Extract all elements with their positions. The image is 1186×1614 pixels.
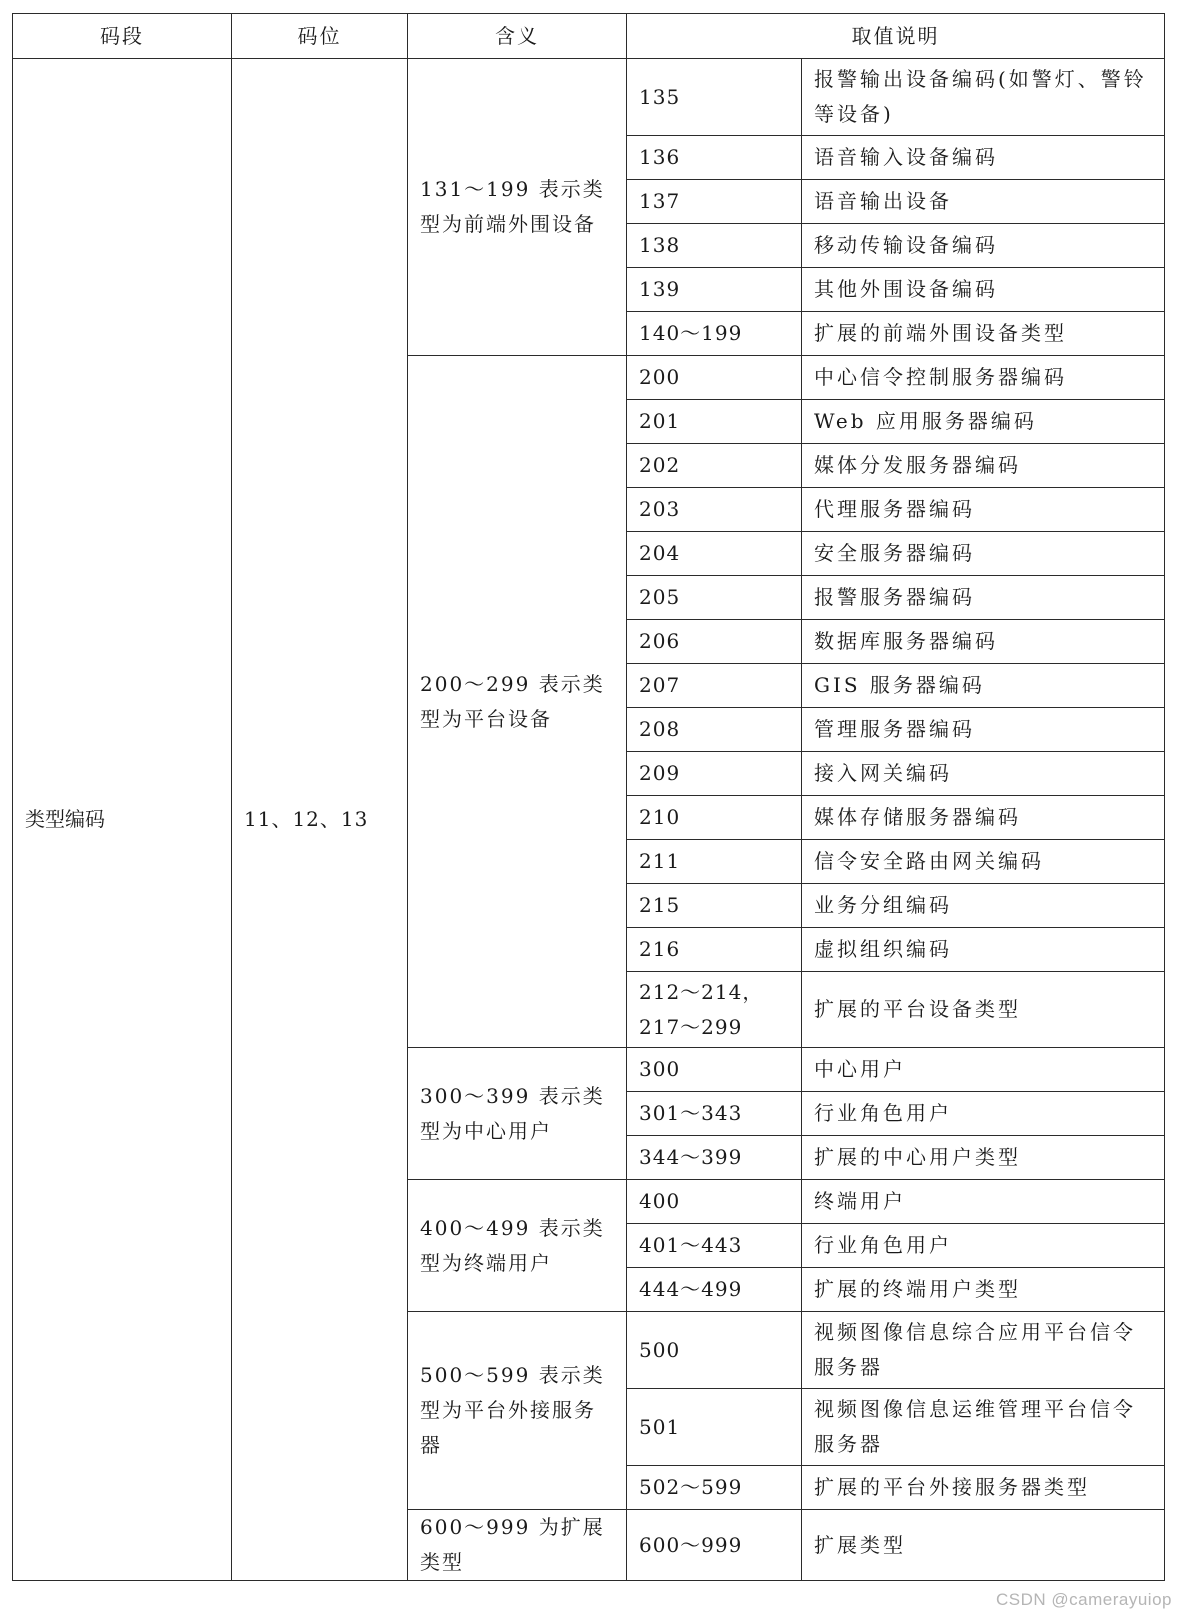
- value-description-cell: 语音输入设备编码: [802, 136, 1165, 180]
- value-code-cell: 209: [627, 752, 802, 796]
- value-description-cell: 扩展类型: [802, 1510, 1165, 1581]
- value-code-cell: 208: [627, 708, 802, 752]
- value-code-cell: 201: [627, 400, 802, 444]
- value-code-cell: 211: [627, 840, 802, 884]
- value-description-cell: Web 应用服务器编码: [802, 400, 1165, 444]
- value-code-cell: 502～599: [627, 1466, 802, 1510]
- value-description-cell: 扩展的平台外接服务器类型: [802, 1466, 1165, 1510]
- value-code-cell: 300: [627, 1048, 802, 1092]
- value-description-cell: 扩展的平台设备类型: [802, 972, 1165, 1048]
- value-description-cell: 中心信令控制服务器编码: [802, 356, 1165, 400]
- value-description-cell: 其他外围设备编码: [802, 268, 1165, 312]
- value-description-cell: 移动传输设备编码: [802, 224, 1165, 268]
- value-code-cell: 210: [627, 796, 802, 840]
- value-code-cell: 206: [627, 620, 802, 664]
- value-description-cell: GIS 服务器编码: [802, 664, 1165, 708]
- meaning-cell: 200～299 表示类型为平台设备: [408, 356, 627, 1048]
- value-description-cell: 行业角色用户: [802, 1092, 1165, 1136]
- value-description-cell: 终端用户: [802, 1180, 1165, 1224]
- value-code-cell: 135: [627, 59, 802, 136]
- value-description-cell: 视频图像信息综合应用平台信令服务器: [802, 1312, 1165, 1389]
- value-code-cell: 204: [627, 532, 802, 576]
- header-value-description: 取值说明: [627, 14, 1165, 59]
- value-code-cell: 344～399: [627, 1136, 802, 1180]
- value-code-cell: 203: [627, 488, 802, 532]
- value-code-cell: 136: [627, 136, 802, 180]
- value-description-cell: 业务分组编码: [802, 884, 1165, 928]
- value-code-cell: 401～443: [627, 1224, 802, 1268]
- value-code-cell: 501: [627, 1389, 802, 1466]
- meaning-cell: 500～599 表示类型为平台外接服务器: [408, 1312, 627, 1510]
- meaning-cell: 300～399 表示类型为中心用户: [408, 1048, 627, 1180]
- value-description-cell: 报警服务器编码: [802, 576, 1165, 620]
- value-code-cell: 207: [627, 664, 802, 708]
- csdn-watermark: CSDN @camerayuiop: [996, 1590, 1172, 1609]
- value-description-cell: 安全服务器编码: [802, 532, 1165, 576]
- value-description-cell: 管理服务器编码: [802, 708, 1165, 752]
- value-code-cell: 301～343: [627, 1092, 802, 1136]
- meaning-cell: 600～999 为扩展类型: [408, 1510, 627, 1581]
- header-position: 码位: [232, 14, 408, 59]
- value-description-cell: 媒体分发服务器编码: [802, 444, 1165, 488]
- meaning-cell: 131～199 表示类型为前端外围设备: [408, 59, 627, 356]
- value-description-cell: 扩展的中心用户类型: [802, 1136, 1165, 1180]
- header-segment: 码段: [13, 14, 232, 59]
- value-description-cell: 接入网关编码: [802, 752, 1165, 796]
- value-code-cell: 444～499: [627, 1268, 802, 1312]
- value-description-cell: 报警输出设备编码(如警灯、警铃等设备): [802, 59, 1165, 136]
- value-description-cell: 虚拟组织编码: [802, 928, 1165, 972]
- value-code-cell: 139: [627, 268, 802, 312]
- type-code-table: [12, 13, 1165, 1581]
- header-row: [13, 14, 1165, 59]
- value-code-cell: 205: [627, 576, 802, 620]
- value-description-cell: 扩展的前端外围设备类型: [802, 312, 1165, 356]
- value-code-cell: 202: [627, 444, 802, 488]
- value-description-cell: 视频图像信息运维管理平台信令服务器: [802, 1389, 1165, 1466]
- value-code-cell: 400: [627, 1180, 802, 1224]
- value-code-cell: 215: [627, 884, 802, 928]
- value-description-cell: 行业角色用户: [802, 1224, 1165, 1268]
- value-description-cell: 扩展的终端用户类型: [802, 1268, 1165, 1312]
- value-description-cell: 代理服务器编码: [802, 488, 1165, 532]
- value-code-cell: 500: [627, 1312, 802, 1389]
- value-code-cell: 137: [627, 180, 802, 224]
- value-description-cell: 数据库服务器编码: [802, 620, 1165, 664]
- value-code-cell: 140～199: [627, 312, 802, 356]
- position-cell: 11、12、13: [232, 59, 408, 1581]
- table-row: [13, 59, 1165, 136]
- value-code-cell: 138: [627, 224, 802, 268]
- value-description-cell: 语音输出设备: [802, 180, 1165, 224]
- value-code-cell: 600～999: [627, 1510, 802, 1581]
- header-meaning: 含义: [408, 14, 627, 59]
- table-body: [13, 59, 1165, 1581]
- value-description-cell: 信令安全路由网关编码: [802, 840, 1165, 884]
- value-code-cell: 216: [627, 928, 802, 972]
- segment-cell: 类型编码: [13, 59, 232, 1581]
- value-description-cell: 媒体存储服务器编码: [802, 796, 1165, 840]
- value-description-cell: 中心用户: [802, 1048, 1165, 1092]
- value-code-cell: 200: [627, 356, 802, 400]
- meaning-cell: 400～499 表示类型为终端用户: [408, 1180, 627, 1312]
- value-code-cell: 212～214，217～299: [627, 972, 802, 1048]
